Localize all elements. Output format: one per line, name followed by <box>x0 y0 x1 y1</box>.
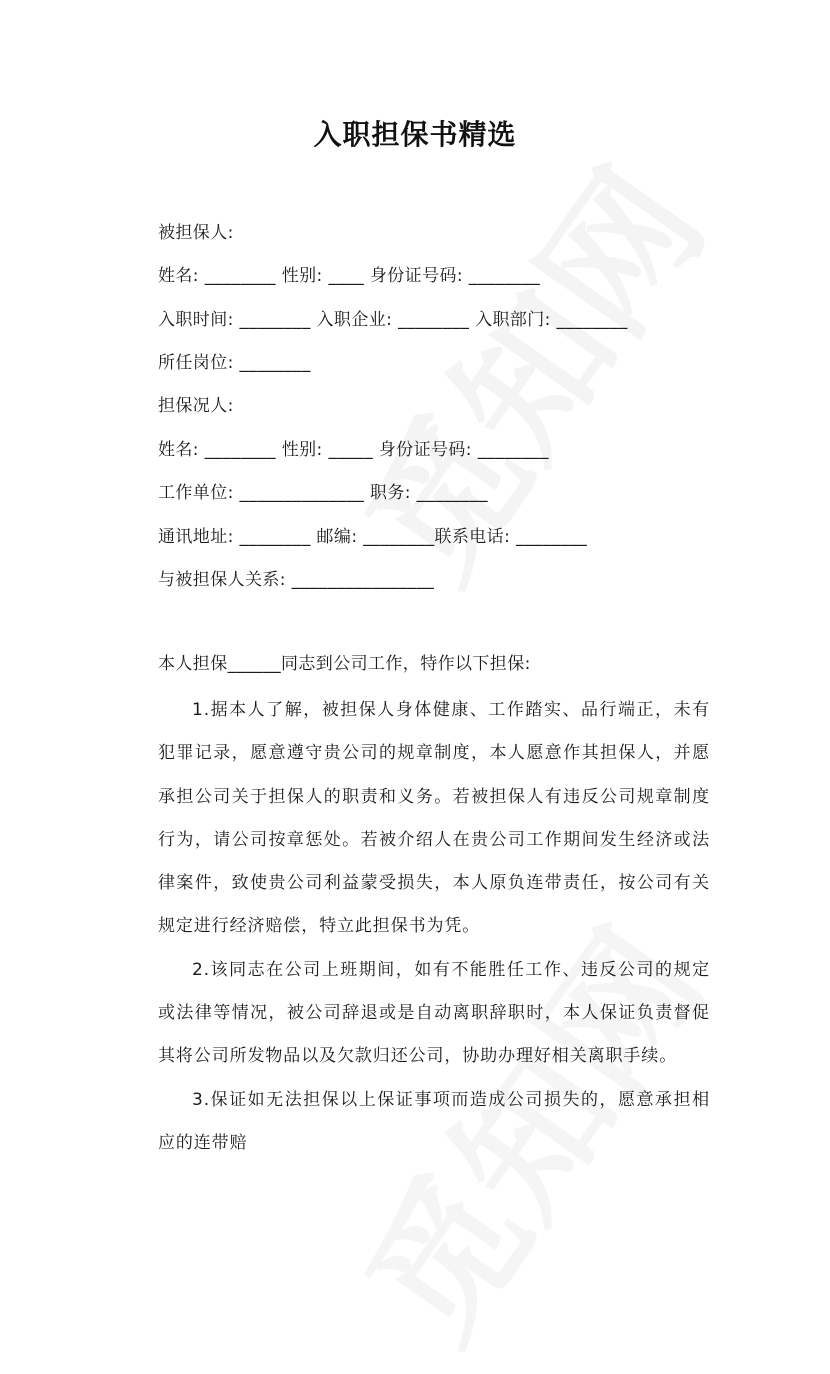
field-relationship: 与被担保人关系: ________________ <box>158 570 435 590</box>
paragraph-1: 1.据本人了解，被担保人身体健康、工作踏实、品行端正，未有犯罪记录，愿意遵守贵公司的规章制度，本人愿意作其担保人，并愿承担公司关于担保人的职责和义务。若被担保人有违反公司规章制度行为，请公司按章惩处。若被介绍人在贵公司工作期间发生经济或法律案件，致使贵公司利益蒙受损失，本人原负连带责任，按公司有关规定进行经济赔偿，特立此担保书为凭。 <box>158 700 710 937</box>
field-workplace-duty: 工作单位: ______________ 职务: ________ <box>158 483 488 503</box>
field-guarantor-name-gender-id: 姓名: ________ 性别: _____ 身份证号码: ________ <box>158 440 549 460</box>
paragraph-3: 3.保证如无法担保以上保证事项而造成公司损失的，愿意承担相应的连带赔 <box>158 1089 710 1153</box>
paragraph-2: 2.该同志在公司上班期间，如有不能胜任工作、违反公司的规定或法律等情况，被公司辞退或是自动离职辞职时，本人保证负责督促其将公司所发物品以及欠款归还公司，协助办理好相关离职手续。 <box>158 959 710 1067</box>
field-entry-info: 入职时间: ________ 入职企业: ________ 入职部门: ________ <box>158 310 628 330</box>
field-guarantor-heading: 担保况人: <box>158 396 234 416</box>
field-position: 所任岗位: ________ <box>158 353 311 373</box>
field-guaranteed-person-heading: 被担保人: <box>158 223 234 243</box>
document-title: 入职担保书精选 <box>313 118 517 151</box>
field-address-contact: 通讯地址: ________ 邮编: ________联系电话: ________ <box>158 527 588 547</box>
intro-line: 本人担保______同志到公司工作，特作以下担保: <box>158 654 531 674</box>
field-name-gender-id: 姓名: ________ 性别: ____ 身份证号码: ________ <box>158 266 541 286</box>
guarantee-body <box>158 689 710 1165</box>
